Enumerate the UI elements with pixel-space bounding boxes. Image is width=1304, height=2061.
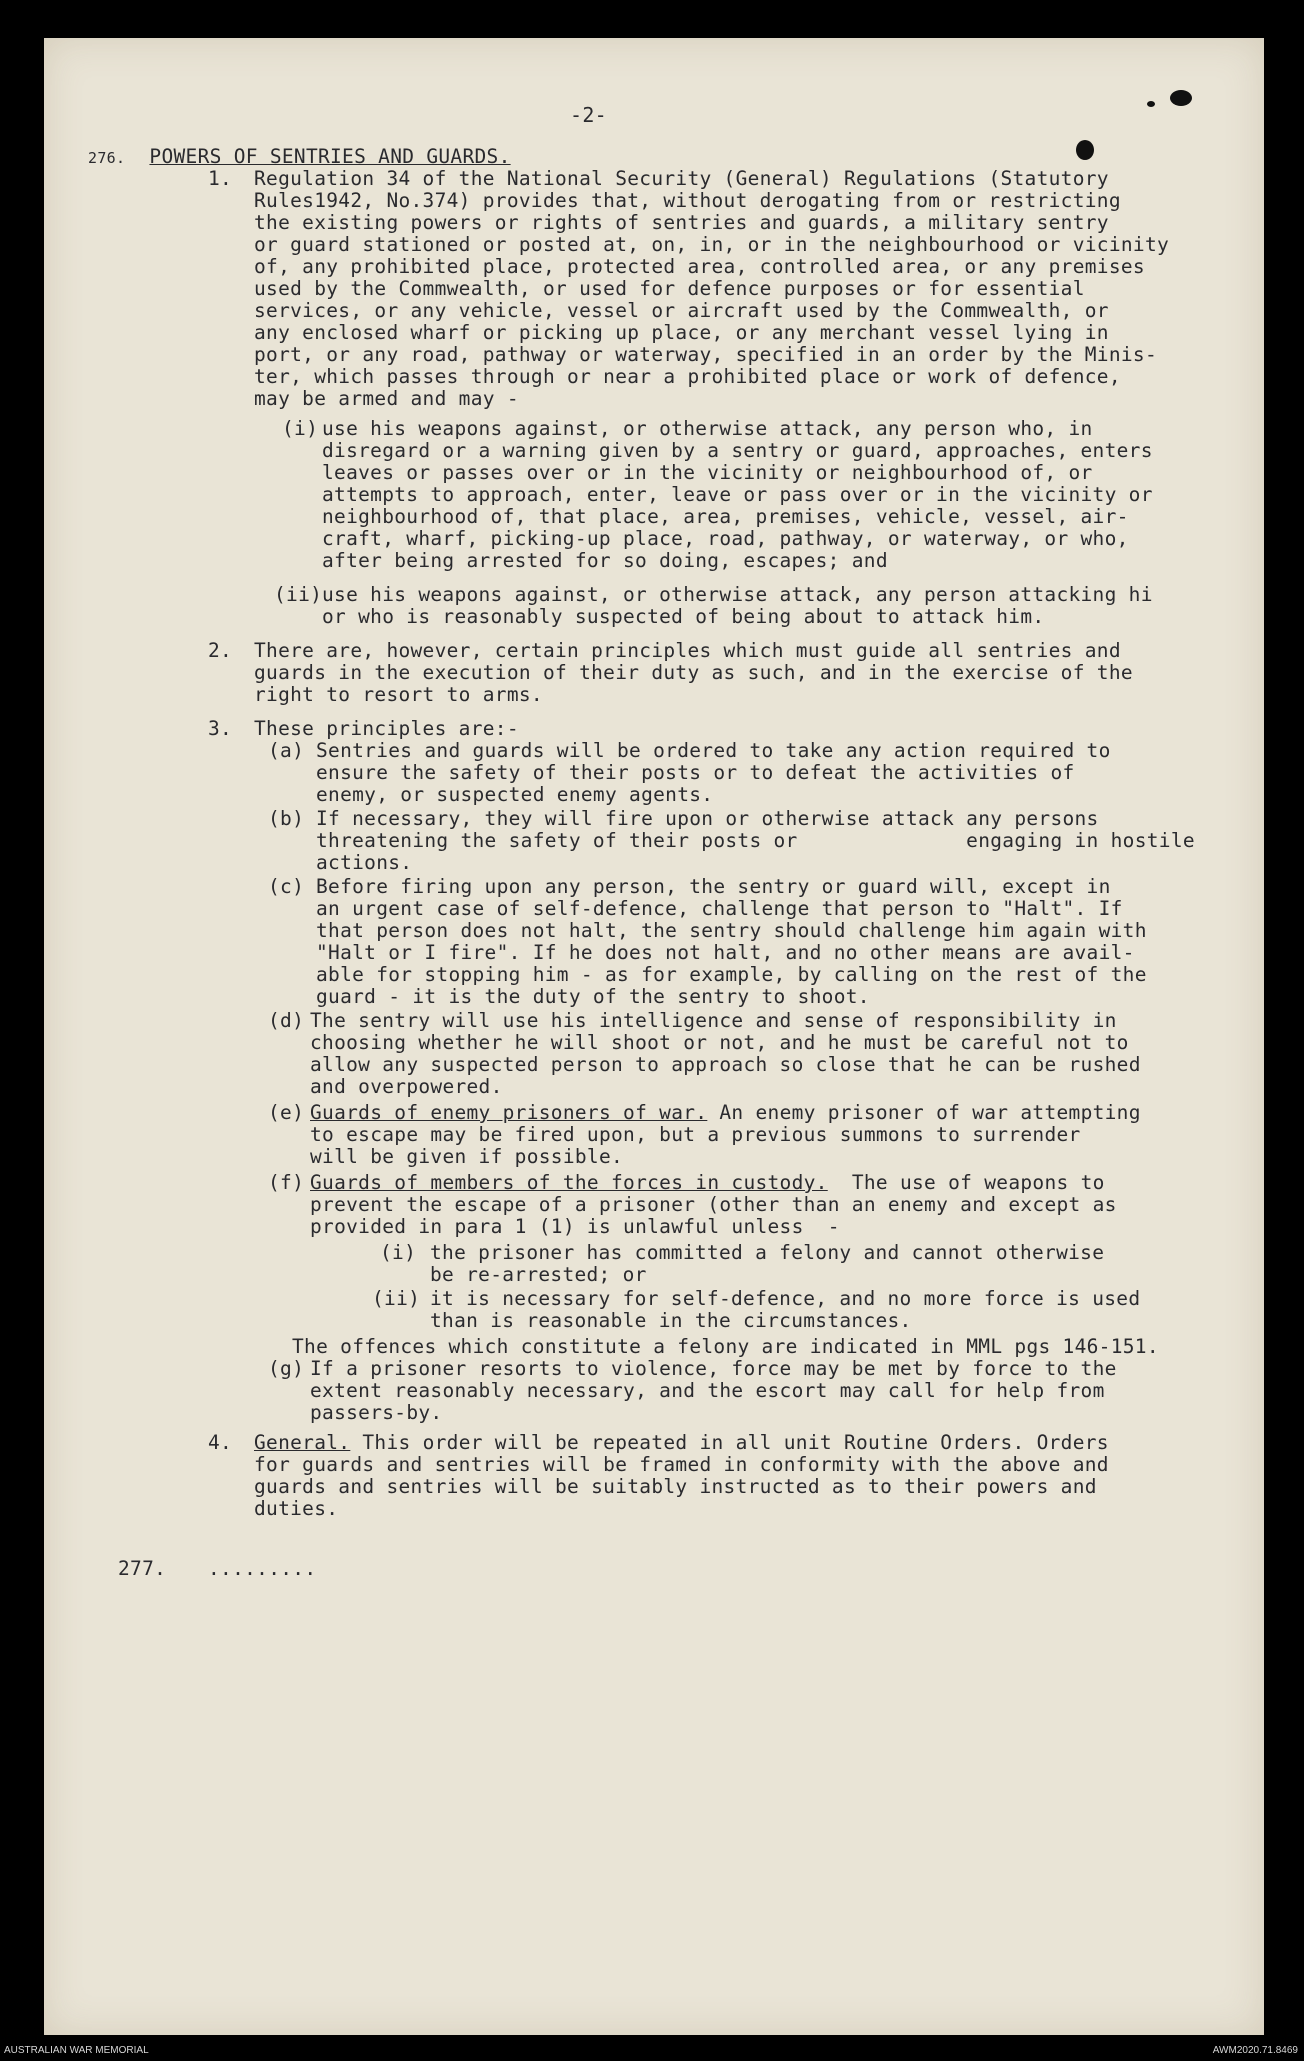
text-line: port, or any road, pathway or waterway, specified in an order by the Minis- bbox=[254, 343, 1157, 366]
footer-institution: AUSTRALIAN WAR MEMORIAL bbox=[4, 2045, 149, 2056]
text-line: able for stopping him - as for example, by calling on the rest of the bbox=[316, 963, 1147, 986]
text-line: provided in para 1 (1) is unlawful unless - bbox=[310, 1215, 840, 1238]
text-line: enemy, or suspected enemy agents. bbox=[316, 783, 714, 806]
item-label: (ii) bbox=[274, 583, 323, 606]
text-line: Regulation 34 of the National Security (General) Regulations (Statutory bbox=[254, 167, 1109, 190]
text-fragment: The use of weapons to bbox=[827, 1171, 1105, 1194]
text-line: or who is reasonably suspected of being about to attack him. bbox=[322, 605, 1045, 628]
para-number: 4. bbox=[208, 1431, 233, 1454]
para-number: 2. bbox=[208, 639, 233, 662]
ink-blot bbox=[1076, 140, 1094, 160]
text-line: and overpowered. bbox=[310, 1075, 503, 1098]
item-label: (g) bbox=[268, 1357, 305, 1380]
text-line: actions. bbox=[316, 851, 413, 874]
continuation-dots: ......... bbox=[208, 1557, 317, 1580]
section-276-heading bbox=[88, 146, 511, 169]
text-line: There are, however, certain principles which must guide all sentries and bbox=[254, 639, 1121, 662]
text-line: the prisoner has committed a felony and cannot otherwise bbox=[430, 1241, 1105, 1264]
ink-blot bbox=[1170, 90, 1192, 106]
text-line bbox=[310, 1172, 1105, 1194]
item-label: (c) bbox=[268, 875, 305, 898]
text-line: that person does not halt, the sentry should challenge him again with bbox=[316, 919, 1147, 942]
text-line: guard - it is the duty of the sentry to shoot. bbox=[316, 985, 870, 1008]
section-number: 276. bbox=[88, 149, 126, 167]
text-line: be re-arrested; or bbox=[430, 1263, 647, 1286]
para-number: 1. bbox=[208, 167, 233, 190]
text-line: duties. bbox=[254, 1497, 339, 1520]
text-line: it is necessary for self-defence, and no more force is used bbox=[430, 1287, 1141, 1310]
text-line: use his weapons against, or otherwise attack, any person attacking hi bbox=[322, 583, 1153, 606]
text-line: craft, wharf, picking-up place, road, pathway, or waterway, or who, bbox=[322, 527, 1129, 550]
text-line: passers-by. bbox=[310, 1401, 443, 1424]
text-line: of, any prohibited place, protected area, controlled area, or any premises bbox=[254, 255, 1145, 278]
text-line: neighbourhood of, that place, area, premises, vehicle, vessel, air- bbox=[322, 505, 1129, 528]
text-line: choosing whether he will shoot or not, and he must be careful not to bbox=[310, 1031, 1129, 1054]
text-line: used by the Commwealth, or used for defence purposes or for essential bbox=[254, 277, 1085, 300]
item-label: (i) bbox=[282, 417, 319, 440]
text-line: for guards and sentries will be framed in conformity with the above and bbox=[254, 1453, 1109, 1476]
text-line: to escape may be fired upon, but a previous summons to surrender bbox=[310, 1123, 1081, 1146]
item-label: (ii) bbox=[372, 1287, 421, 1310]
text-line: ter, which passes through or near a prohibited place or work of defence, bbox=[254, 365, 1121, 388]
text-line: threatening the safety of their posts or engaging in hostile bbox=[316, 829, 1195, 852]
item-label: (f) bbox=[268, 1171, 305, 1194]
text-line: The offences which constitute a felony are indicated in MML pgs 146-151. bbox=[292, 1335, 1159, 1358]
text-line: "Halt or I fire". If he does not halt, and no other means are avail- bbox=[316, 941, 1135, 964]
text-line: extent reasonably necessary, and the escort may call for help from bbox=[310, 1379, 1105, 1402]
text-line: guards in the execution of their duty as such, and in the exercise of the bbox=[254, 661, 1133, 684]
text-line: right to resort to arms. bbox=[254, 683, 543, 706]
text-line: Before firing upon any person, the sentry or guard will, except in bbox=[316, 875, 1111, 898]
text-line: use his weapons against, or otherwise attack, any person who, in bbox=[322, 417, 1093, 440]
item-label: (b) bbox=[268, 807, 305, 830]
ink-blot bbox=[1147, 101, 1155, 107]
text-fragment: An enemy prisoner of war attempting bbox=[707, 1101, 1141, 1124]
text-line bbox=[254, 1432, 1109, 1454]
text-line: will be given if possible. bbox=[310, 1145, 624, 1168]
text-line: services, or any vehicle, vessel or aircraft used by the Commwealth, or bbox=[254, 299, 1109, 322]
item-label: (i) bbox=[380, 1241, 417, 1264]
text-line: These principles are:- bbox=[254, 717, 519, 740]
text-line: leaves or passes over or in the vicinity or neighbourhood of, or bbox=[322, 461, 1093, 484]
text-line: an urgent case of self-defence, challenge that person to "Halt". If bbox=[316, 897, 1123, 920]
text-line: The sentry will use his intelligence and sense of responsibility in bbox=[310, 1009, 1117, 1032]
text-line: If a prisoner resorts to violence, force may be met by force to the bbox=[310, 1357, 1117, 1380]
text-fragment: This order will be repeated in all unit Routine Orders. Orders bbox=[350, 1431, 1109, 1454]
item-label: (a) bbox=[268, 739, 305, 762]
text-line: or guard stationed or posted at, on, in, or in the neighbourhood or vicinity bbox=[254, 233, 1170, 256]
text-line: guards and sentries will be suitably instructed as to their powers and bbox=[254, 1475, 1097, 1498]
item-label: (e) bbox=[268, 1101, 305, 1124]
text-line: Rules1942, No.374) provides that, without derogating from or restricting bbox=[254, 189, 1121, 212]
item-label: (d) bbox=[268, 1009, 305, 1032]
text-line: prevent the escape of a prisoner (other than an enemy and except as bbox=[310, 1193, 1117, 1216]
item-heading: Guards of enemy prisoners of war. bbox=[310, 1101, 708, 1124]
text-line: If necessary, they will fire upon or otherwise attack any persons bbox=[316, 807, 1099, 830]
section-277-number: 277. bbox=[118, 1557, 167, 1580]
item-heading: Guards of members of the forces in custody. bbox=[310, 1171, 828, 1194]
text-line: than is reasonable in the circumstances. bbox=[430, 1309, 912, 1332]
text-line: the existing powers or rights of sentries and guards, a military sentry bbox=[254, 211, 1109, 234]
section-title: POWERS OF SENTRIES AND GUARDS. bbox=[149, 145, 511, 168]
text-line bbox=[310, 1102, 1141, 1124]
text-line: attempts to approach, enter, leave or pass over or in the vicinity or bbox=[322, 483, 1153, 506]
text-line: ensure the safety of their posts or to defeat the activities of bbox=[316, 761, 1075, 784]
text-line: any enclosed wharf or picking up place, or any merchant vessel lying in bbox=[254, 321, 1109, 344]
text-line: may be armed and may - bbox=[254, 387, 519, 410]
item-heading: General. bbox=[254, 1431, 351, 1454]
para-number: 3. bbox=[208, 717, 233, 740]
text-line: Sentries and guards will be ordered to take any action required to bbox=[316, 739, 1111, 762]
text-line: disregard or a warning given by a sentry or guard, approaches, enters bbox=[322, 439, 1153, 462]
footer-reference: AWM2020.71.8469 bbox=[1212, 2045, 1298, 2056]
text-line: allow any suspected person to approach so close that he can be rushed bbox=[310, 1053, 1141, 1076]
page-number: -2- bbox=[570, 103, 608, 127]
text-line: after being arrested for so doing, escapes; and bbox=[322, 549, 888, 572]
